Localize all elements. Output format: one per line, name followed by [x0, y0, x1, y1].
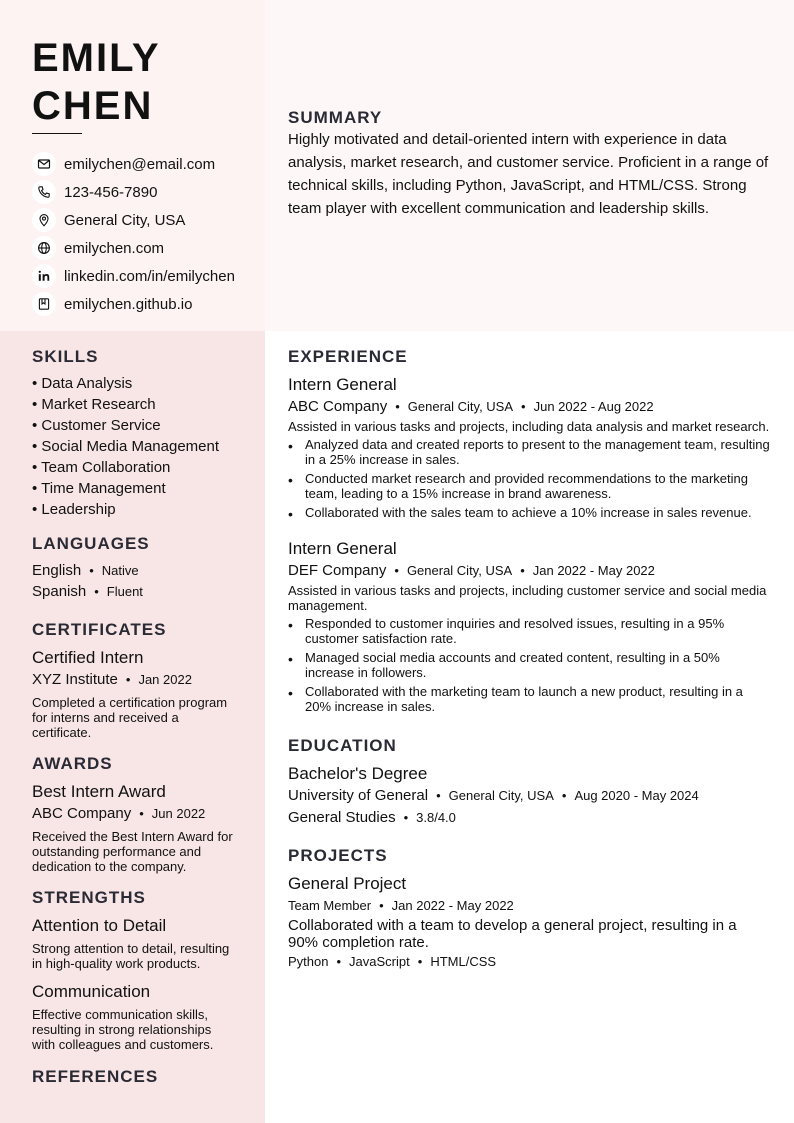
separator-dot: • [89, 563, 94, 578]
job-location: General City, USA [407, 399, 514, 414]
name-divider [32, 133, 82, 134]
summary-heading: SUMMARY [288, 108, 383, 127]
award-issuer: ABC Company [32, 805, 132, 822]
skill-item: • Data Analysis [32, 375, 133, 392]
job-company: DEF Company [288, 562, 387, 579]
awards-heading: AWARDS [32, 754, 113, 773]
experience-entry [288, 538, 770, 718]
skill-item: • Leadership [32, 501, 116, 518]
strength-title: Communication [32, 982, 151, 1001]
certificate-title: Certified Intern [32, 648, 144, 667]
strength-entry [32, 915, 232, 971]
github-icon [32, 292, 56, 316]
skill-item: • Time Management [32, 480, 166, 497]
gpa: 3.8/4.0 [416, 810, 456, 825]
job-description: Assisted in various tasks and projects, including customer service and social media management. [288, 583, 767, 613]
separator-dot: • [436, 788, 441, 803]
separator-dot: • [379, 898, 384, 913]
education-dates: Aug 2020 - May 2024 [574, 788, 699, 803]
job-title: Intern General [288, 539, 397, 558]
language-item [32, 560, 247, 581]
certificate-meta [32, 669, 237, 691]
separator-dot: • [417, 954, 423, 969]
name-last: CHEN [32, 84, 154, 128]
strength-description: Strong attention to detail, resulting in high-quality work products. [32, 941, 230, 971]
references-heading: REFERENCES [32, 1067, 159, 1086]
separator-dot: • [125, 672, 131, 687]
project-dates: Jan 2022 - May 2022 [391, 898, 514, 913]
skill-item: • Market Research [32, 396, 156, 413]
contact-list [32, 150, 235, 318]
project-meta [288, 897, 770, 915]
project-tag: JavaScript [349, 954, 410, 969]
school-name: University of General [288, 787, 429, 804]
separator-dot: • [521, 399, 526, 414]
project-tags [288, 953, 770, 971]
contact-location-text: General City, USA [64, 211, 186, 229]
job-description: Assisted in various tasks and projects, including data analysis and market research. [288, 419, 770, 434]
education-field-row [288, 807, 770, 829]
education-meta [288, 785, 770, 807]
job-dates: Jun 2022 - Aug 2022 [533, 399, 654, 414]
linkedin-icon [32, 264, 56, 288]
award-meta [32, 803, 237, 825]
achievement-item: • Collaborated with the marketing team to launch a new product, resulting in a 20% increase in sales. [288, 684, 770, 714]
award-date: Jun 2022 [151, 806, 206, 821]
separator-dot: • [395, 399, 400, 414]
strength-entry [32, 981, 232, 1052]
job-title: Intern General [288, 375, 397, 394]
certificate-issuer: XYZ Institute [32, 671, 118, 688]
award-entry [32, 781, 237, 874]
languages-list [32, 560, 247, 602]
job-meta [288, 560, 770, 582]
separator-dot: • [561, 788, 567, 803]
separator-dot: • [394, 563, 399, 578]
degree-title: Bachelor's Degree [288, 764, 428, 783]
candidate-name [32, 34, 161, 130]
project-title: General Project [288, 874, 407, 893]
contact-website[interactable] [32, 234, 235, 262]
job-achievements [288, 616, 770, 714]
skill-item: • Team Collaboration [32, 459, 171, 476]
achievement-item: • Collaborated with the sales team to achieve a 10% increase in sales revenue. [288, 505, 770, 520]
skills-heading: SKILLS [32, 347, 99, 366]
strengths-heading: STRENGTHS [32, 888, 146, 907]
contact-github-text: emilychen.github.io [64, 295, 193, 313]
job-dates: Jan 2022 - May 2022 [532, 563, 655, 578]
school-location: General City, USA [448, 788, 554, 803]
achievement-item: • Analyzed data and created reports to present to the management team, resulting in a 25% increase in sales. [288, 437, 770, 467]
job-company: ABC Company [288, 398, 388, 415]
project-role: Team Member [288, 898, 372, 913]
separator-dot: • [520, 563, 525, 578]
mail-icon [32, 152, 56, 176]
summary-text: Highly motivated and detail-oriented intern with experience in data analysis, market research, and customer service. Proficient in a range of technical skills, including Python, JavaScript, and HTML/CSS. Strong team player with excellent communication and leadership skills. [288, 131, 769, 217]
contact-website-text: emilychen.com [64, 239, 165, 257]
location-pin-icon [32, 208, 56, 232]
language-level: Fluent [106, 584, 143, 599]
skill-item: • Customer Service [32, 417, 161, 434]
skills-list [32, 373, 247, 520]
certificate-description: Completed a certification program for interns and received a certificate. [32, 695, 228, 740]
project-entry [288, 873, 770, 971]
separator-dot: • [403, 810, 409, 825]
certificates-heading: CERTIFICATES [32, 620, 167, 639]
job-achievements [288, 437, 770, 520]
experience-entry [288, 374, 770, 524]
project-description: Collaborated with a team to develop a general project, resulting in a 90% completion rate. [288, 917, 737, 951]
field-of-study: General Studies [288, 809, 396, 826]
experience-heading: EXPERIENCE [288, 347, 408, 366]
language-name: Spanish [32, 583, 87, 600]
globe-icon [32, 236, 56, 260]
achievement-item: • Responded to customer inquiries and resolved issues, resulting in a 95% customer satisfaction rate. [288, 616, 770, 646]
language-name: English [32, 562, 82, 579]
project-tag: Python [288, 954, 329, 969]
project-tag: HTML/CSS [430, 954, 497, 969]
contact-linkedin[interactable] [32, 262, 235, 290]
education-heading: EDUCATION [288, 736, 397, 755]
contact-email-text: emilychen@email.com [64, 155, 216, 173]
projects-heading: PROJECTS [288, 846, 388, 865]
separator-dot: • [94, 584, 99, 599]
contact-email[interactable] [32, 150, 235, 178]
education-entry [288, 763, 770, 829]
contact-phone-text: 123-456-7890 [64, 183, 158, 201]
strength-description: Effective communication skills, resulting in strong relationships with colleagues and customers. [32, 1007, 214, 1052]
achievement-item: • Conducted market research and provided recommendations to the marketing team, leading to a 15% increase in brand awareness. [288, 471, 770, 501]
contact-github[interactable] [32, 290, 235, 318]
job-location: General City, USA [406, 563, 513, 578]
name-first: EMILY [32, 36, 161, 80]
award-description: Received the Best Intern Award for outstanding performance and dedication to the company. [32, 829, 233, 874]
language-level: Native [101, 563, 139, 578]
language-item [32, 581, 247, 602]
achievement-item: • Managed social media accounts and created content, resulting in a 50% increase in followers. [288, 650, 770, 680]
strength-title: Attention to Detail [32, 916, 167, 935]
skill-item: • Social Media Management [32, 438, 220, 455]
certificate-date: Jan 2022 [138, 672, 192, 687]
contact-phone[interactable] [32, 178, 235, 206]
separator-dot: • [139, 806, 144, 821]
certificate-entry [32, 647, 237, 740]
phone-icon [32, 180, 56, 204]
contact-location [32, 206, 235, 234]
contact-linkedin-text: linkedin.com/in/emilychen [64, 267, 235, 285]
languages-heading: LANGUAGES [32, 534, 150, 553]
award-title: Best Intern Award [32, 782, 166, 801]
separator-dot: • [336, 954, 342, 969]
job-meta [288, 396, 770, 418]
